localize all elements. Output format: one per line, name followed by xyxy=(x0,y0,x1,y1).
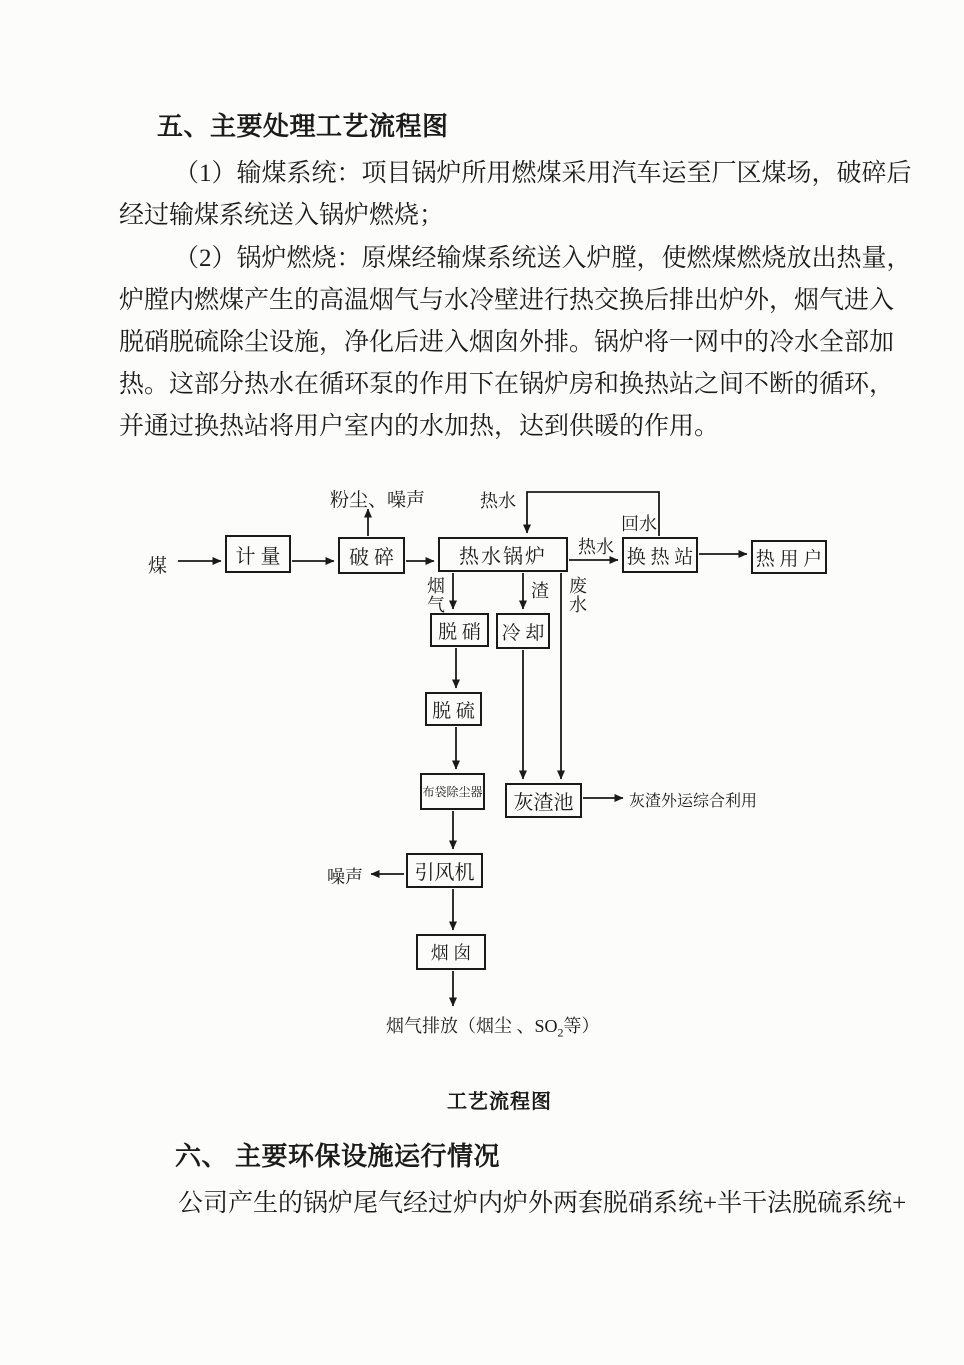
flowchart-box-induced-draft-fan: 引风机 xyxy=(406,853,483,888)
body-line: 热。这部分热水在循环泵的作用下在锅炉房和换热站之间不断的循环， xyxy=(119,371,895,398)
flowchart-box-hot-water-boiler: 热水锅炉 xyxy=(438,537,568,572)
label-slag: 渣 xyxy=(531,581,549,601)
flowchart-box-desulfurization: 脱 硫 xyxy=(425,692,482,726)
flowchart-box-heat-users: 热 用 户 xyxy=(751,540,827,574)
body-line: （1）输煤系统：项目锅炉所用燃煤采用汽车运至厂区煤场，破碎后 xyxy=(174,160,912,187)
emission-text: 烟气排放（烟尘 、SO xyxy=(386,1016,558,1036)
label-coal: 煤 xyxy=(148,556,168,577)
figure-caption: 工艺流程图 xyxy=(447,1091,552,1113)
body-line: 炉膛内燃煤产生的高温烟气与水冷壁进行热交换后排出炉外，烟气进入 xyxy=(119,287,895,314)
flowchart-box-ash-slag-pool: 灰渣池 xyxy=(505,783,582,818)
label-noise: 噪声 xyxy=(327,867,363,887)
flowchart-box-heat-exchange-station: 换 热 站 xyxy=(622,537,698,573)
flowchart-box-cooling: 冷 却 xyxy=(496,613,550,649)
flowchart-box-metering: 计 量 xyxy=(225,535,291,573)
label-flue-gas-emission xyxy=(386,1012,600,1041)
emission-text-end: 等） xyxy=(563,1016,600,1036)
body-line: （2）锅炉燃烧：原煤经输煤系统送入炉膛，使燃煤燃烧放出热量， xyxy=(174,245,912,272)
body-line: 并通过换热站将用户室内的水加热，达到供暖的作用。 xyxy=(119,413,720,440)
label-ash-out: 灰渣外运综合利用 xyxy=(629,793,758,810)
section6-heading: 六、 主要环保设施运行情况 xyxy=(175,1142,501,1171)
label-waste-water: 废水 xyxy=(569,576,587,615)
body-line: 经过输煤系统送入锅炉燃烧； xyxy=(119,202,445,229)
flowchart-box-crushing: 破 碎 xyxy=(338,537,405,574)
label-dust-noise: 粉尘、噪声 xyxy=(330,490,426,511)
flowchart-box-denitration: 脱 硝 xyxy=(430,613,489,647)
body-line: 脱硝脱硫除尘设施，净化后进入烟囱外排。锅炉将一网中的冷水全部加 xyxy=(119,329,895,356)
label-flue-gas: 烟气 xyxy=(427,576,445,615)
section5-heading: 五、主要处理工艺流程图 xyxy=(157,112,449,141)
label-hot-water-top: 热水 xyxy=(480,491,516,511)
emission-subscript: 2 xyxy=(557,1025,564,1040)
label-hot-water-supply: 热水 xyxy=(578,537,614,557)
label-return-water: 回水 xyxy=(621,514,657,534)
flowchart-box-chimney: 烟 囱 xyxy=(416,934,486,970)
flowchart-box-bag-dust-collector: 布袋除尘器 xyxy=(420,773,485,810)
section6-paragraph: 公司产生的锅炉尾气经过炉内炉外两套脱硝系统+半干法脱硫系统+ xyxy=(178,1190,907,1217)
